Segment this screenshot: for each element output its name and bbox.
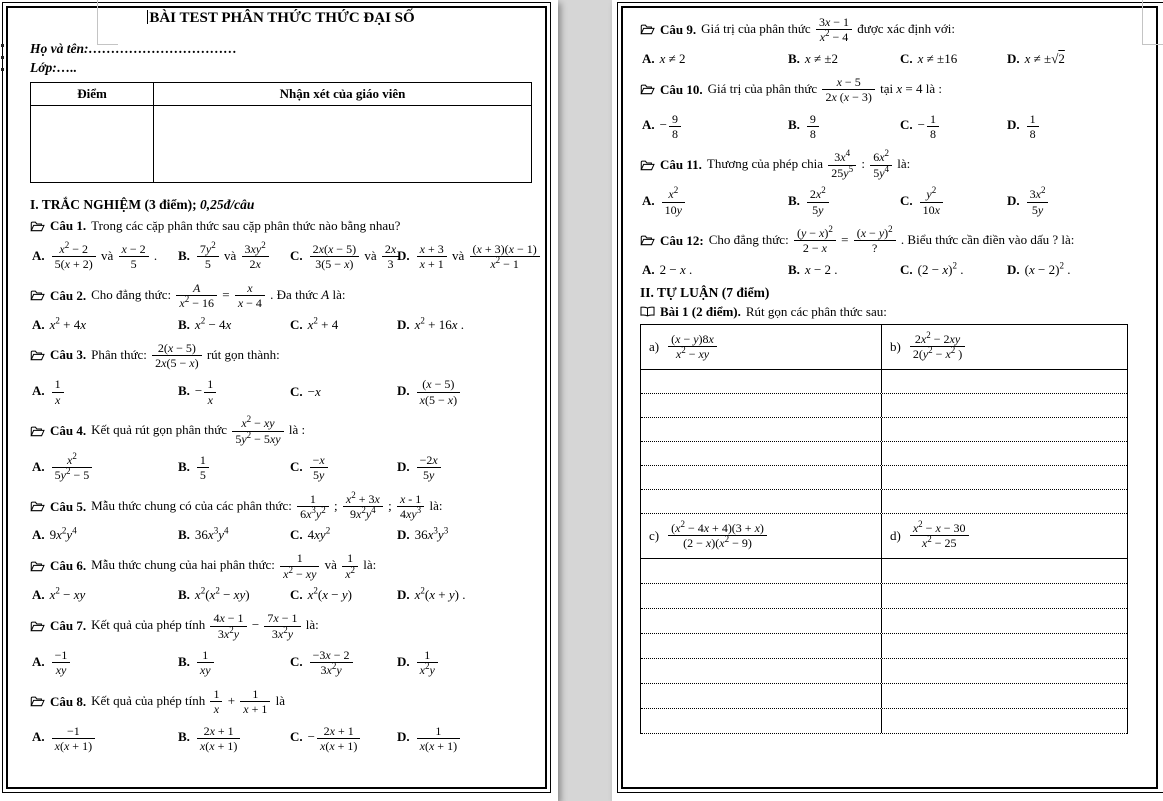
answer-line-cell [881,370,1127,393]
option-value: $x^2$ − xy [49,585,86,603]
bai1-answer-table [640,324,1128,734]
exercise-cell [881,325,1127,369]
option-C [290,452,397,484]
option-value: $x^2(x - y)$ [307,585,353,603]
comment-entry-cell [153,106,531,182]
question-text: Kết quả của phép tính $\frac{1}{x}$ + $\frac{1}{x + 1}$ là [91,686,286,717]
option-A [642,186,788,218]
class-line: Lớp:….. [30,60,77,75]
answer-line-cell [881,394,1127,417]
folder-icon [30,290,45,301]
answer-line-cell [881,559,1127,583]
section-1-heading: I. TRẮC NGHIỆM (3 điểm); 0,25đ/câu [30,197,255,212]
option-value: $\frac{2x^2}{5y}$ [805,193,831,208]
option-value: $\frac{x^2 - 2}{5(x + 2)}$ và $\frac{x - 2}{5}$ . [50,248,157,263]
option-letter: D. [397,729,410,745]
options-row [642,186,1140,218]
option-value: $x^2 + 4$ [307,315,339,332]
option-letter: B. [178,316,190,332]
option-C [290,647,397,679]
folder-icon [30,350,45,361]
question-text: Kết quả của phép tính $\frac{4x - 1}{3x^2y}$ − $\frac{7x - 1}{3x^2y}$ là: [91,611,319,641]
answer-line-cell [641,394,881,417]
option-letter: B. [178,729,190,745]
question-12 [640,225,1140,278]
answer-line-cell [641,370,881,393]
option-value: $\frac{1}{x(x + 1)}$ [415,729,462,744]
option-value: − $\frac{1}{x}$ [195,383,218,398]
option-letter: C. [290,247,303,263]
folder-icon [640,24,655,35]
option-C [290,241,397,273]
option-letter: D. [1007,117,1020,133]
answer-line-cell [641,490,881,513]
answer-line-cell [881,609,1127,633]
answer-line-row [641,584,1127,609]
answer-line-row [641,659,1127,684]
option-value: $\frac{x + 3}{x + 1}$ và $\frac{(x + 3)(x - 1)}{x^2 - 1}$ [415,248,542,263]
answer-line-cell [641,684,881,708]
folder-icon [30,501,45,512]
answer-line-row [641,466,1127,490]
option-value: $\frac{2x + 1}{x(x + 1)}$ [195,729,242,744]
answer-line-row [641,418,1127,442]
option-value: $\frac{3x^2}{5y}$ [1025,193,1051,208]
page-2[interactable] [612,0,1163,801]
option-value: x − 2 . [804,261,838,277]
option-value: $9x^2y^4$ [49,526,77,543]
margin-crop-mark [1142,44,1163,45]
option-letter: D. [397,247,410,263]
option-B [178,317,290,333]
option-letter: C. [900,117,913,133]
folder-icon [30,696,45,707]
exercise-cell [641,514,881,558]
option-value: $\frac{9}{8}$ [805,117,821,132]
options-row [32,647,532,679]
option-value: −x [307,384,321,400]
question-text: Giá trị của phân thức $\frac{x - 5}{2x (x - 3)}$ tại x = 4 là : [707,74,942,105]
question-label: Câu 11. [660,157,702,173]
question-label: Câu 3. [50,347,87,363]
option-value: $\frac{1}{8}$ [1025,117,1041,132]
answer-line-row [641,634,1127,659]
option-A [32,587,178,603]
option-value: $x^2 - 4x$ [194,315,232,332]
option-value: $\frac{-3x - 2}{3x^2y}$ [308,654,355,669]
option-B [178,241,290,273]
option-value: x ≠ ±2 [804,50,838,66]
answer-line-cell [641,418,881,441]
question-label: Câu 1. [50,218,87,233]
document-title [30,10,532,27]
options-row [642,51,1140,67]
option-B [788,111,900,143]
option-C [900,111,1007,143]
question-label: Câu 4. [50,423,87,439]
section-2-heading: II. TỰ LUẬN (7 điểm) [640,284,770,300]
option-value: $36x^3y^3$ [414,526,449,543]
answer-line-row [641,709,1127,734]
options-row [32,723,532,755]
question-9 [640,14,1140,67]
option-letter: D. [397,458,410,474]
option-value: $\frac{(x - 5)}{x(5 - x)}$ [415,383,462,398]
option-value: $(2 - x)^2$ . [917,260,964,277]
answer-line-row [641,490,1127,514]
option-value: − $\frac{2x + 1}{x(x + 1)}$ [308,729,363,744]
question-label: Câu 7. [50,618,87,634]
option-C [900,51,1007,67]
option-letter: C. [290,729,303,745]
option-value: x ≠ 2 [659,50,686,66]
folder-icon [640,235,655,246]
option-B [178,647,290,679]
option-letter: D. [1007,193,1020,208]
option-A [32,317,178,333]
question-label: Câu 5. [50,498,87,514]
folder-icon [640,160,655,171]
option-letter: B. [178,653,190,669]
question-label: Câu 9. [660,21,697,37]
option-value: $\frac{1}{5}$ [195,459,211,474]
option-letter: B. [788,193,800,208]
option-value: $\frac{2x(x - 5)}{3(5 - x)}$ và $\frac{2x}{3}$ [308,248,402,263]
option-letter: A. [32,729,45,745]
option-D [397,723,532,755]
option-letter: B. [178,383,190,399]
folder-icon [30,561,45,572]
folder-icon [30,221,45,232]
answer-line-row [641,394,1127,418]
question-10 [640,74,1140,143]
score-table [30,82,532,183]
option-letter: B. [178,458,190,474]
option-D [397,647,532,679]
question-text: Phân thức: $\frac{2(x - 5)}{2x(5 - x)}$ rút gọn thành: [91,340,280,370]
answer-line-cell [641,709,881,733]
option-value: $4xy^2$ [307,526,331,543]
option-A [32,376,178,408]
option-value: 2 − x . [659,261,693,277]
option-B [178,587,290,603]
option-value: $\frac{x^2}{10y}$ [660,193,687,208]
question-2 [30,280,532,333]
option-letter: B. [178,527,190,543]
answer-line-cell [641,466,881,489]
option-C [290,317,397,333]
option-value: $\frac{-1}{x(x + 1)}$ [50,729,97,744]
option-C [900,262,1007,278]
option-D [397,317,532,333]
option-value: x ≠ ±16 [917,50,958,66]
answer-line-cell [881,442,1127,465]
answer-line-row [641,442,1127,466]
option-B [788,51,900,67]
question-text: Cho đẳng thức: $\frac{(y - x)^2}{2 - x}$ = $\frac{(x - y)^2}{?}$ . Biểu thức cần điền vào dấu ? là: [708,223,1075,256]
question-4 [30,415,532,484]
option-B [178,527,290,543]
exercise-label: a) [649,338,660,354]
question-8 [30,686,532,755]
bai1-label: Bài 1 (2 điểm). [660,303,741,319]
question-label: Câu 6. [50,558,87,574]
answer-line-row [641,684,1127,709]
score-entry-cell [31,106,153,182]
question-text: Mẫu thức chung có của các phân thức: $\frac{1}{6x^3y^2}$ ; $\frac{x^2 + 3x}{9x^2y^4}$ ; $\frac{x - 1}{4xy^3}$ là: [91,489,443,522]
option-letter: C. [290,458,303,474]
option-C [290,527,397,543]
option-letter: A. [32,587,45,603]
option-D [1007,186,1140,218]
option-letter: A. [32,316,45,332]
question-text: Giá trị của phân thức $\frac{3x - 1}{x^2 - 4}$ được xác định với: [701,15,955,45]
paragraph-marks [1,44,4,80]
answer-line-cell [641,659,881,683]
comment-header-cell: Nhận xét của giáo viên [153,83,531,105]
option-A [642,51,788,67]
option-A [32,452,178,484]
option-value: − $\frac{1}{8}$ [918,117,941,132]
question-1 [30,216,537,273]
option-value: $\frac{7y^2}{5}$ và $\frac{3xy^2}{2x}$ [195,248,271,263]
open-book-icon [640,306,655,317]
option-letter: D. [1007,50,1020,66]
exercise-expression: $\frac{(x^2 - 4x + 4)(3 + x)}{(2 - x)(x^2 - 9)}$ [666,520,769,552]
question-11 [640,149,1140,218]
option-D [1007,111,1140,143]
option-letter: D. [397,316,410,332]
options-row [642,262,1140,278]
question-text: Mẫu thức chung của hai phân thức: $\frac{1}{x^2 - xy}$ và $\frac{1}{x^2}$ là: [91,551,377,581]
option-value: $36x^3y^4$ [194,526,229,543]
answer-line-cell [641,609,881,633]
option-letter: C. [900,261,913,277]
option-letter: B. [788,117,800,133]
option-letter: C. [290,587,303,603]
option-value: $\frac{1}{x^2y}$ [415,654,440,669]
options-row [32,452,532,484]
exercise-expression: $\frac{2x^2 - 2xy}{2(y^2 - x^2 )}$ [908,331,967,363]
option-value: $\frac{1}{xy}$ [195,654,216,669]
option-D [1007,262,1140,278]
option-letter: A. [32,247,45,263]
option-letter: C. [900,50,913,66]
question-5 [30,491,532,544]
question-label: Câu 8. [50,693,87,709]
answer-line-row [641,559,1127,584]
option-letter: A. [642,117,655,133]
option-letter: C. [290,316,303,332]
option-letter: D. [397,587,410,603]
option-A [32,723,178,755]
option-value: x ≠ ±√2 [1024,50,1065,66]
option-D [397,376,532,408]
option-letter: C. [900,193,913,208]
bai1-heading [640,304,1140,320]
options-row [32,376,532,408]
question-7 [30,610,532,679]
option-letter: A. [32,527,45,543]
option-value: $x^2(x^2 - xy)$ [194,585,250,603]
option-A [642,111,788,143]
option-B [178,723,290,755]
question-text: Kết quả rút gọn phân thức $\frac{x^2 - xy}{5y^2 - 5xy}$ là : [91,414,306,446]
question-3 [30,340,532,409]
question-6 [30,550,532,603]
answer-line-row [641,609,1127,634]
options-row [642,111,1140,143]
answer-line-cell [881,584,1127,608]
options-row [32,317,532,333]
option-value: $x^2(x + y)$ . [414,585,466,603]
option-D [397,452,532,484]
margin-crop-mark [1142,0,1143,44]
option-letter: B. [788,261,800,277]
option-D [397,241,542,273]
option-letter: C. [290,653,303,669]
option-value: $\frac{y^2}{10x}$ [918,193,945,208]
option-B [178,452,290,484]
answer-line-cell [881,709,1127,733]
option-value: $\frac{x^2}{5y^2 - 5}$ [50,459,95,474]
option-A [642,262,788,278]
option-letter: D. [397,653,410,669]
option-C [290,723,397,755]
option-A [32,241,178,273]
option-B [788,186,900,218]
option-value: − $\frac{9}{8}$ [660,117,683,132]
option-value: $\frac{-2x}{5y}$ [415,459,443,474]
question-label: Câu 2. [50,287,87,303]
title-text: BÀI TEST PHÂN THỨC THỨC ĐẠI SỐ [149,10,415,26]
question-text: Cho đẳng thức: $\frac{A}{x^2 - 16}$ = $\frac{x}{x - 4}$ . Đa thức A là: [91,280,346,311]
bai1-text: Rút gọn các phân thức sau: [745,303,887,319]
exercise-label: d) [890,527,901,543]
option-letter: C. [290,527,303,543]
option-A [32,647,178,679]
option-letter: C. [290,384,303,400]
table-row [641,514,1127,559]
option-letter: A. [32,653,45,669]
option-D [397,527,532,543]
folder-icon [30,426,45,437]
answer-line-cell [641,584,881,608]
option-B [788,262,900,278]
option-letter: A. [32,458,45,474]
option-C [290,587,397,603]
name-line: Họ và tên:…………………………… [30,41,237,56]
table-row [641,325,1127,370]
question-label: Câu 12: [660,232,704,248]
options-row [32,240,537,273]
option-value: $x^2 + 16x$ . [414,315,465,332]
option-value: $(x - 2)^2$ . [1024,260,1071,277]
folder-icon [640,84,655,95]
option-letter: B. [788,50,800,66]
exercise-cell [641,325,881,369]
exercise-expression: $\frac{(x - y)8x}{x^2 - xy}$ [666,331,719,363]
option-value: $\frac{-1}{xy}$ [50,654,73,669]
exercise-label: c) [649,527,660,543]
option-value: $\frac{-x}{5y}$ [308,459,330,474]
exercise-expression: $\frac{x^2 - x - 30}{x^2 - 25}$ [908,520,971,552]
option-letter: D. [397,527,410,543]
option-D [397,587,532,603]
option-letter: D. [1007,261,1020,277]
exercise-cell [881,514,1127,558]
question-text: Thương của phép chia $\frac{3x^4}{25y^5}$ : $\frac{6x^2}{5y^4}$ là: [706,148,911,180]
answer-line-cell [641,442,881,465]
option-letter: A. [32,383,45,399]
answer-line-cell [881,466,1127,489]
option-C [900,186,1007,218]
option-letter: A. [642,261,655,277]
folder-icon [30,621,45,632]
question-list-page-1 [30,216,537,754]
answer-line-row [641,370,1127,394]
option-letter: A. [642,193,655,208]
answer-line-cell [881,634,1127,658]
question-text: Trong các cặp phân thức sau cặp phân thức nào bằng nhau? [91,218,401,233]
answer-line-cell [881,659,1127,683]
score-header-cell: Điểm [77,86,107,101]
option-value: $\frac{1}{x}$ [50,383,66,398]
option-letter: B. [178,587,190,603]
option-A [32,527,178,543]
options-row [32,527,532,543]
option-B [178,376,290,408]
answer-line-cell [641,559,881,583]
question-label: Câu 10. [660,81,703,97]
option-letter: D. [397,383,410,399]
answer-line-cell [881,684,1127,708]
page-1[interactable] [0,0,558,801]
question-list-page-2 [640,14,1140,278]
option-letter: A. [642,50,655,66]
answer-line-cell [881,490,1127,513]
option-letter: B. [178,247,190,263]
option-D [1007,51,1140,67]
option-C [290,384,397,400]
option-value: $x^2 + 4x$ [49,315,87,332]
exercise-label: b) [890,338,901,354]
answer-line-cell [881,418,1127,441]
options-row [32,587,532,603]
answer-line-cell [641,634,881,658]
